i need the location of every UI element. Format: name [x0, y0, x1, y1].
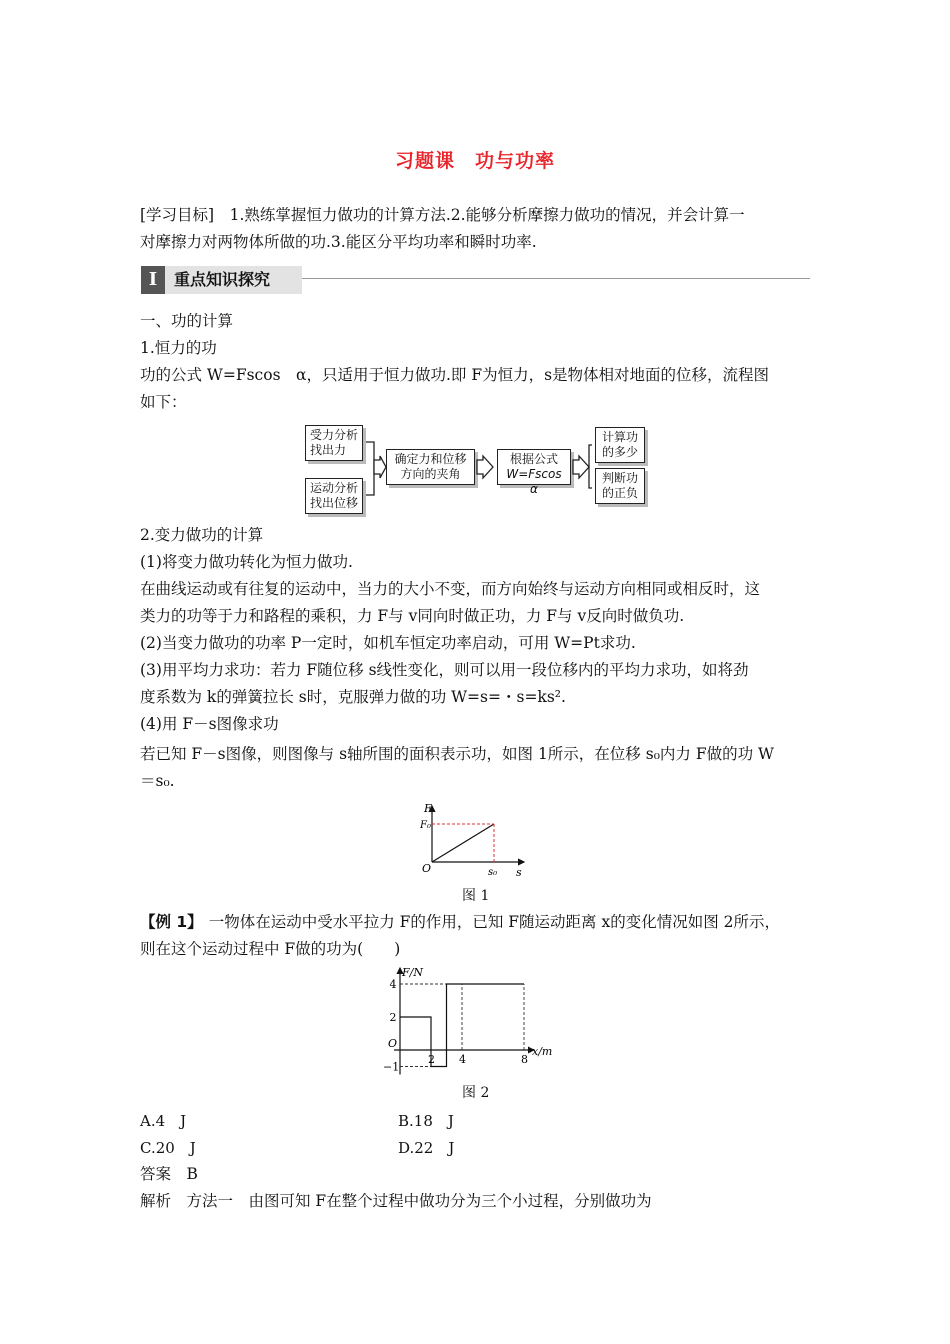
item-1-text-1: 在曲线运动或有往复的运动中，当力的大小不变，而方向始终与运动方向相同或相反时，这 — [140, 580, 761, 598]
fig1-origin: O — [422, 862, 432, 875]
answer: 答案 B — [140, 1165, 198, 1183]
fig1-force-line — [432, 824, 494, 862]
example-label: 【例 1】 — [140, 913, 203, 931]
flow-box-formula-l2: W=Fscos α — [506, 467, 562, 496]
fig2-x-label: x/m — [532, 1045, 553, 1058]
item-1: (1)将变力做功转化为恒力做功. — [140, 553, 353, 571]
objectives-line-2: 对摩擦力对两物体所做的功.3.能区分平均功率和瞬时功率. — [140, 233, 537, 251]
example-line-1 — [140, 912, 780, 932]
sub-constant-force: 1.恒力的功 — [140, 339, 217, 357]
flow-box-formula-l1: 根据公式 — [509, 452, 558, 466]
flow-box-force-analysis-l1: 受力分析 — [310, 428, 359, 442]
example-line-2: 则在这个运动过程中 F做的功为( ) — [140, 940, 401, 958]
fig2-origin: O — [388, 1037, 398, 1050]
section-rule — [302, 278, 810, 279]
item-4: (4)用 F－s图像求功 — [140, 715, 279, 733]
flow-connectors — [300, 420, 660, 520]
section-number: I — [141, 266, 165, 294]
flow-box-motion-analysis-l1: 运动分析 — [310, 481, 359, 495]
para-formula-line-1: 功的公式 W=Fscos α，只适用于恒力做功.即 F为恒力，s是物体相对地面的位移，流程图 — [140, 366, 770, 384]
fig2-y-tick-2: 2 — [389, 1011, 397, 1024]
option-d[interactable]: D.22 J — [398, 1139, 455, 1157]
flow-arrow-1 — [374, 456, 386, 478]
flow-box-angle-l1: 确定力和位移 — [394, 452, 467, 466]
item-3-text-1: (3)用平均力求功：若力 F随位移 s线性变化，则可以用一段位移内的平均力求功，如将劲 — [140, 661, 749, 679]
figure-1 — [420, 800, 530, 880]
fig2-x-tick-2: 2 — [428, 1053, 435, 1066]
heading-work-calculation: 一、功的计算 — [140, 312, 234, 330]
option-a[interactable]: A.4 J — [140, 1112, 187, 1130]
item-2: (2)当变力做功的功率 P一定时，如机车恒定功率启动，可用 W=Pt求功. — [140, 634, 636, 652]
analysis: 解析 方法一 由图可知 F在整个过程中做功分为三个小过程，分别做功为 — [140, 1192, 652, 1210]
item-1-text-2: 类力的功等于力和路程的乘积，力 F与 v同向时做正功，力 F与 v反向时做负功. — [140, 607, 685, 625]
flow-box-work-amount-l1: 计算功 — [601, 430, 638, 444]
item-4-text-2: ＝s₀. — [140, 772, 175, 790]
fig2-x-tick-8: 8 — [521, 1053, 528, 1066]
fig2-x-tick-4: 4 — [459, 1053, 466, 1066]
fig1-y-tick: F₀ — [420, 820, 431, 831]
fig2-y-tick--1: −1 — [383, 1060, 400, 1074]
fig2-y-label: F/N — [402, 966, 423, 979]
fig2-y-tick-4: 4 — [389, 978, 397, 991]
flow-box-force-analysis-l2: 找出力 — [310, 443, 347, 457]
flow-box-work-amount-l2: 的多少 — [601, 445, 638, 459]
fig1-caption: 图 1 — [462, 888, 490, 904]
fig1-x-label: s — [516, 866, 522, 879]
flow-arrow-3 — [573, 456, 589, 478]
section-title: 重点知识探究 — [174, 270, 271, 289]
page-title: 习题课 功与功率 — [394, 150, 555, 172]
item-4-text-1: 若已知 F－s图像，则图像与 s轴所围的面积表示功，如图 1所示，在位移 s₀内力 F做的功 W — [140, 745, 774, 763]
flow-bracket-right — [589, 445, 592, 488]
example-text-1: 一物体在运动中受水平拉力 F的作用，已知 F随运动距离 x的变化情况如图 2所示， — [208, 913, 781, 931]
flow-box-motion-analysis-l2: 找出位移 — [310, 496, 359, 510]
fig1-x-tick: s₀ — [488, 867, 498, 878]
option-b[interactable]: B.18 J — [398, 1112, 454, 1130]
flow-box-work-sign-l1: 判断功 — [601, 471, 638, 485]
flow-box-angle-l2: 方向的夹角 — [400, 467, 461, 481]
para-formula-line-2: 如下： — [140, 393, 187, 411]
flow-box-work-sign-l2: 的正负 — [601, 486, 638, 500]
flow-bracket-left — [366, 442, 374, 495]
fig1-y-label: F — [424, 802, 432, 815]
option-c[interactable]: C.20 J — [140, 1139, 196, 1157]
fig2-caption: 图 2 — [462, 1085, 490, 1101]
sub-variable-force: 2.变力做功的计算 — [140, 526, 264, 544]
flow-arrow-2 — [477, 456, 493, 478]
objectives-line-1: [学习目标] 1.熟练掌握恒力做功的计算方法.2.能够分析摩擦力做功的情况，并会计算一 — [140, 206, 745, 224]
item-3-text-2: 度系数为 k的弹簧拉长 s时，克服弹力做的功 W=s=・s=ks². — [140, 688, 566, 706]
figure-2-chart — [370, 962, 570, 1080]
